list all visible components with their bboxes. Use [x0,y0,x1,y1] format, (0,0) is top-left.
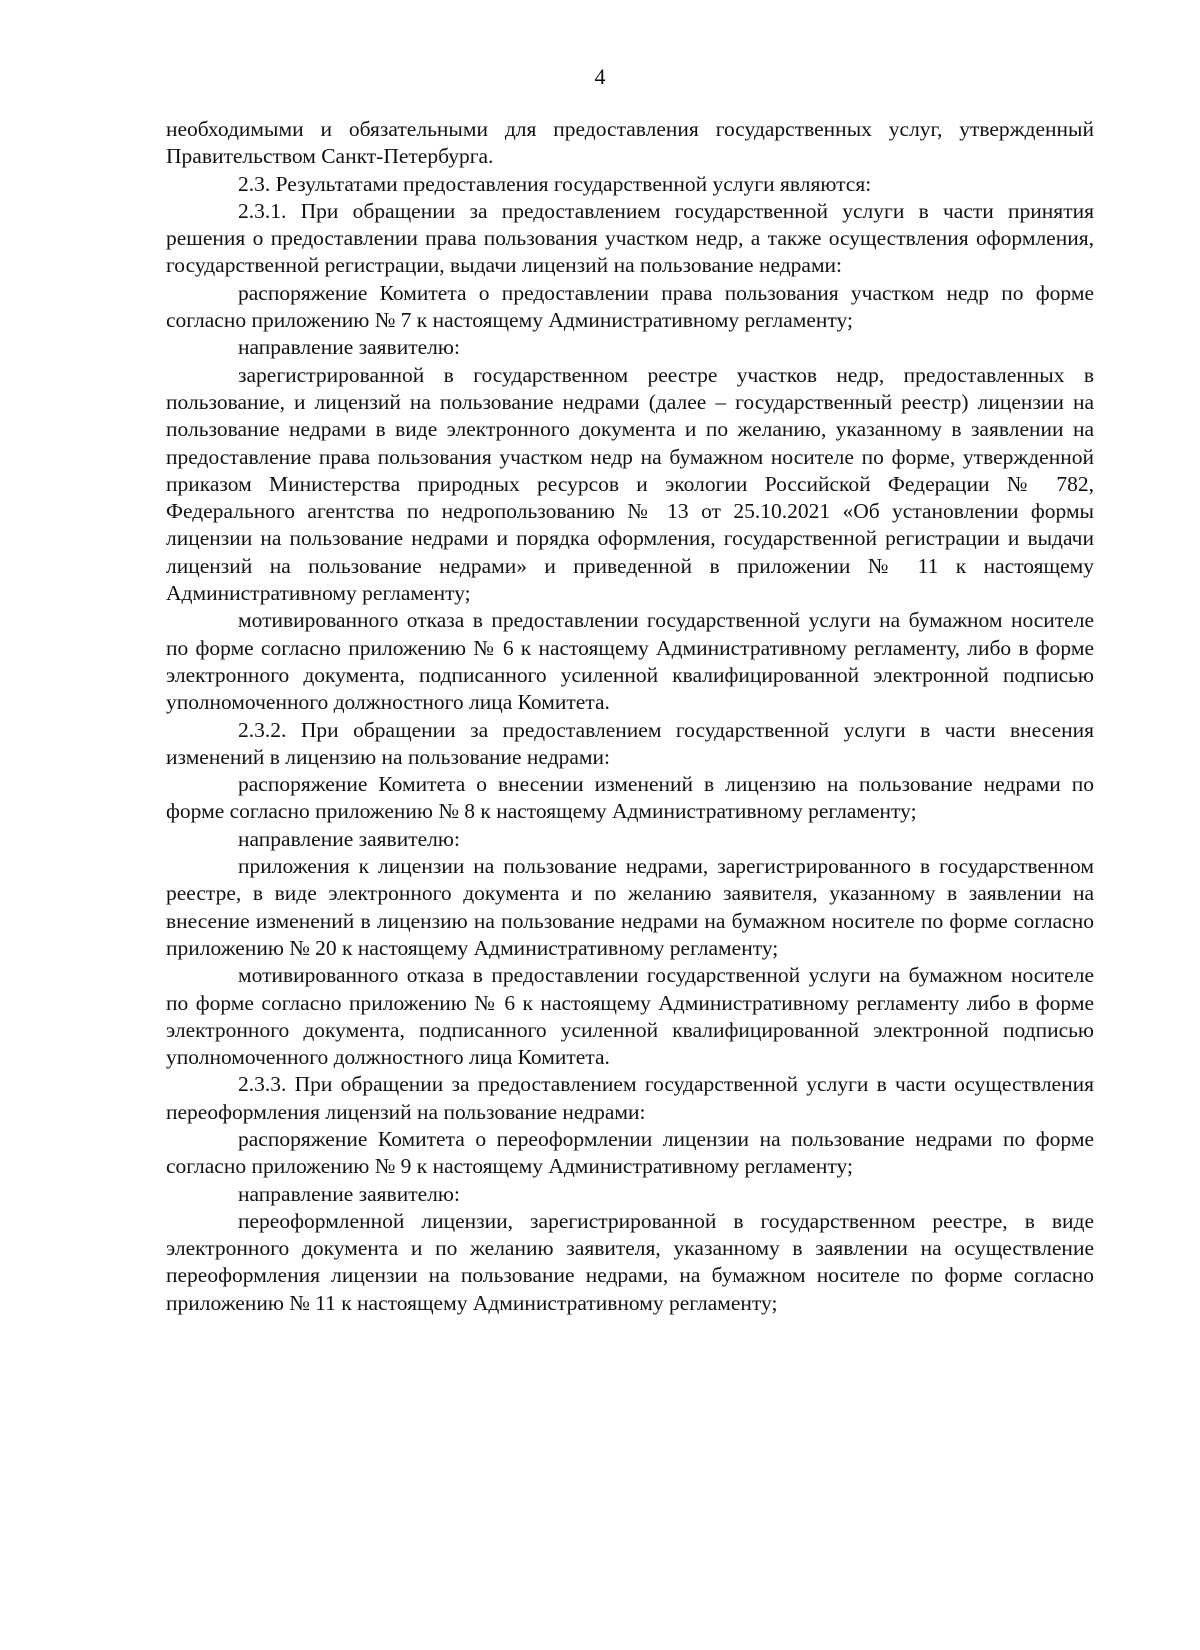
document-body [166,116,1094,1317]
paragraph-1: 2.3. Результатами предоставления государственной услуги являются: [238,171,872,196]
paragraph-8: распоряжение Комитета о внесении изменений в лицензию на пользование недрами по форме согласно приложению № 8 к настоящему Административному регламенту; [166,772,1094,824]
paragraph-3: распоряжение Комитета о предоставлении права пользования участком недр по форме согласно приложению № 7 к настоящему Административному регламенту; [166,280,1094,333]
paragraph-10: приложения к лицензии на пользование недрами, зарегистрированного в государственном реестре, в виде электронного документа и по желанию заявителя, указанному в заявлении на внесение изменений в лицензию на пользование недрами на бумажном носителе по форме согласно приложению № 20 к настоящему Административному регламенту; [166,854,1094,960]
paragraph-15: переоформленной лицензии, зарегистрированной в государственном реестре, в виде электронного документа и по желанию заявителя, указанному в заявлении на осуществление переоформления лицензии на пользование недрами, на бумажном носителе по форме согласно приложению № 11 к настоящему Административному регламенту; [166,1208,1094,1315]
paragraph-9: направление заявителю: [238,826,460,851]
paragraph-6: мотивированного отказа в предоставлении государственной услуги на бумажном носителе по форме согласно приложению № 6 к настоящему Административному регламенту, либо в форме электронного документа, подписанного усиленной квалифицированной электронной подписью уполномоченного должностного лица Комитета. [166,608,1094,715]
paragraph-5: зарегистрированной в государственном реестре участков недр, предоставленных в пользование, и лицензий на пользование недрами (далее – государственный реестр) лицензии на пользование недрами в виде электронного документа и по желанию, указанному в заявлении на предоставление права пользования участком недр на бумажном носителе по форме, утвержденной приказом Министерства природных ресурсов и экологии Российской Федерации № 782, Федерального агентства по недропользованию № 13 от 25.10.2021 «Об установлении формы лицензии на пользование недрами и порядка оформления, государственной регистрации и выдачи лицензий на пользование недрами» и приведенной в приложении № 11 к настоящему Административному регламенту; [166,362,1094,606]
paragraph-14: направление заявителю: [238,1181,460,1206]
paragraph-4: направление заявителю: [238,335,460,360]
paragraph-11: мотивированного отказа в предоставлении государственной услуги на бумажном носителе по форме согласно приложению № 6 к настоящему Административному регламенту либо в форме электронного документа, подписанного усиленной квалифицированной электронной подписью уполномоченного должностного лица Комитета. [166,963,1094,1070]
paragraph-7: 2.3.2. При обращении за предоставлением государственной услуги в части внесения изменений в лицензию на пользование недрами: [166,717,1094,769]
paragraph-2: 2.3.1. При обращении за предоставлением государственной услуги в части принятия решения о предоставлении права пользования участком недр, а также осуществления оформления, государственной регистрации, выдачи лицензий на пользование недрами: [166,198,1094,278]
page-number: 4 [594,64,606,89]
paragraph-13: распоряжение Комитета о переоформлении лицензии на пользование недрами по форме согласно приложению № 9 к настоящему Административному регламенту; [166,1126,1094,1179]
paragraph-0: необходимыми и обязательными для предоставления государственных услуг, утвержденный Правительством Санкт-Петербурга. [166,117,1094,169]
paragraph-12: 2.3.3. При обращении за предоставлением государственной услуги в части осуществления переоформления лицензий на пользование недрами: [166,1072,1094,1124]
